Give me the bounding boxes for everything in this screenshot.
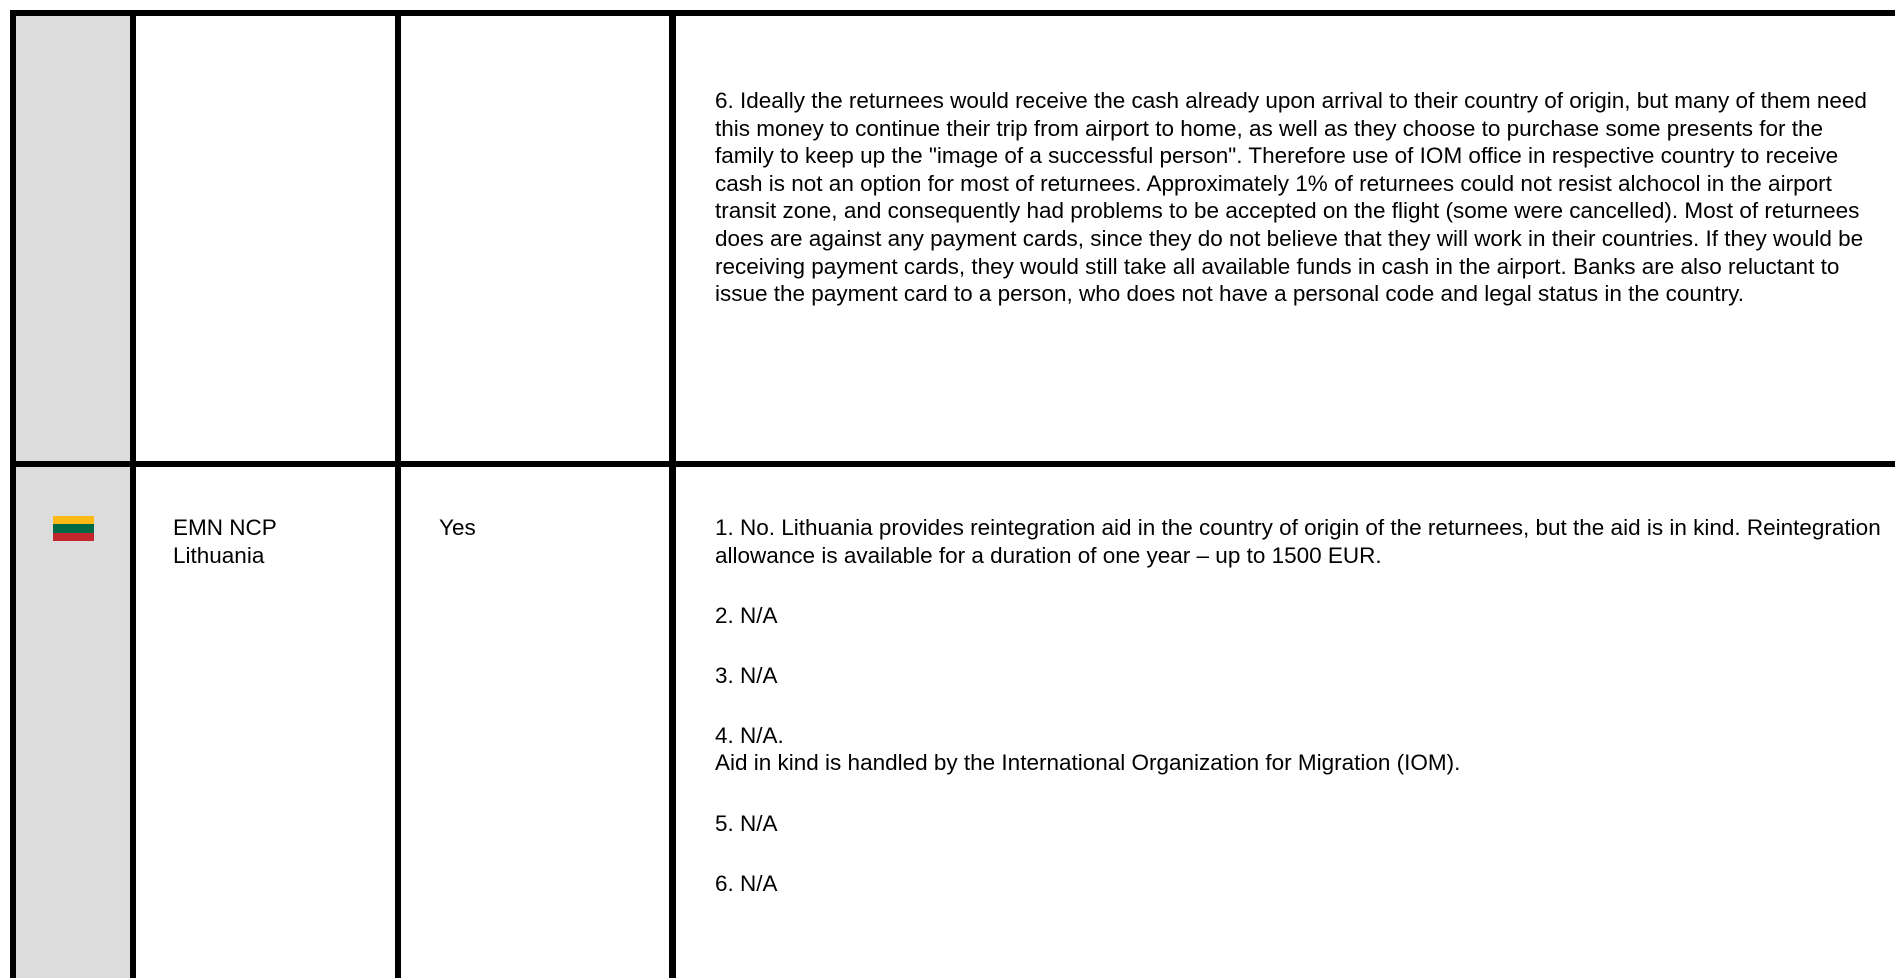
answer-3: 3. N/A — [715, 662, 778, 688]
answer-5: 5. N/A — [715, 810, 778, 836]
flag-column — [16, 16, 130, 978]
response-cell: Yes — [439, 515, 476, 540]
column-border-1 — [130, 10, 136, 978]
flag-stripe-green — [53, 524, 94, 532]
answers-list — [715, 480, 1885, 930]
answer-6-text: 6. Ideally the returnees would receive the cash already upon arrival to their country of origin, but many of them need this money to continue their trip from airport to home, as well as they choose to purchase some presents for the family to keep up the "image of a successful person". Therefore use of IOM office in respective country to receive cash is not an option for most of returnees. Approximately 1% of returnees could not resist alchocol in the airport transit zone, and consequently had problems to be accepted on the flight (some were cancelled). Most of returnees does are against any payment cards, since they do not believe that they will work in their countries. If they would be receiving payment cards, they would still take all available funds in cash in the airport. Banks are also reluctant to issue the payment card to a person, who does not have a personal code and legal status in the country. — [715, 88, 1867, 307]
answer-2: 2. N/A — [715, 602, 778, 628]
column-border-3 — [669, 10, 676, 978]
answer-4: 4. N/A. Aid in kind is handled by the International Organization for Migration (IOM). — [715, 722, 1461, 776]
row-divider — [10, 461, 1895, 467]
flag-stripe-yellow — [53, 516, 94, 524]
answer-1: 1. No. Lithuania provides reintegration aid in the country of origin of the returnees, but the aid is in kind. Reintegration allowance is available for a duration of one year – up to 1500 EUR. — [715, 515, 1881, 568]
lithuania-flag-icon — [53, 516, 94, 541]
column-border-2 — [395, 10, 401, 978]
source-cell: EMN NCP Lithuania — [173, 515, 277, 568]
column-border-left — [10, 10, 16, 978]
answer-6: 6. N/A — [715, 870, 778, 896]
flag-stripe-red — [53, 533, 94, 541]
table-top-border — [10, 10, 1895, 16]
